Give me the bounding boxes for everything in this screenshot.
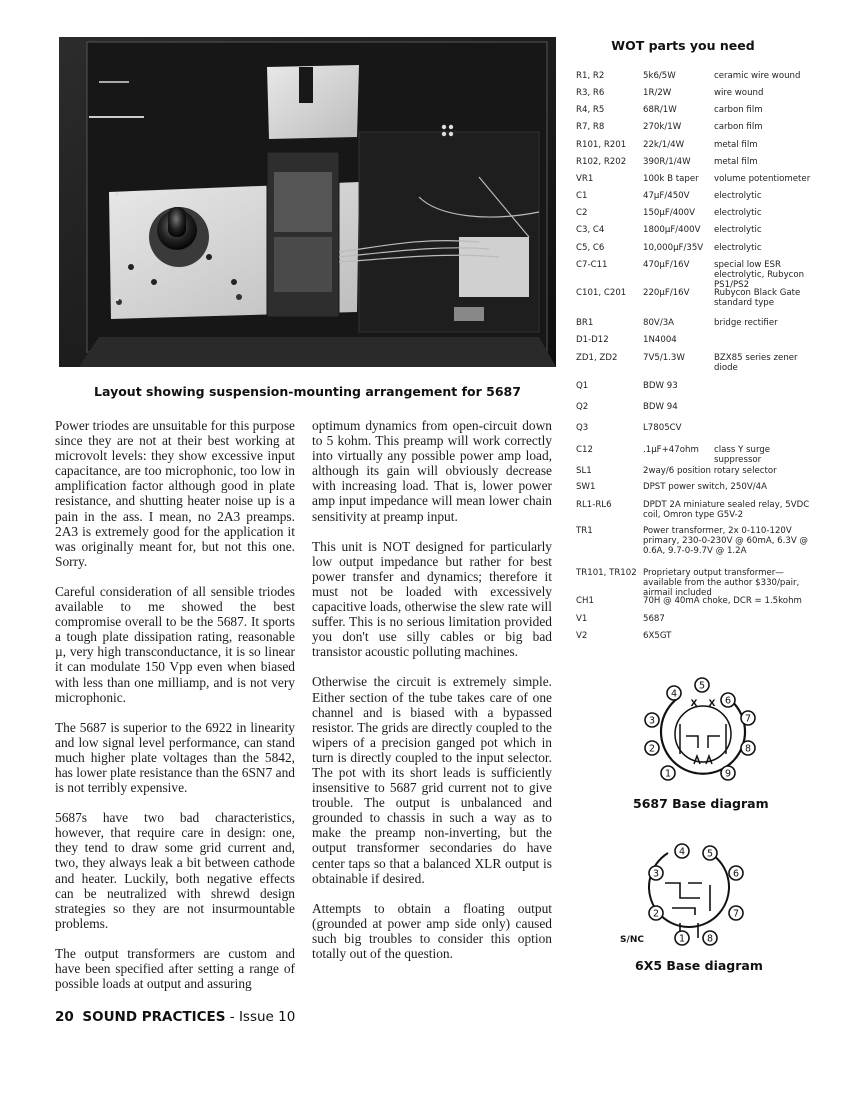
pin-number: 4 (678, 846, 686, 858)
part-value: 220µF/16V (643, 288, 690, 298)
part-value: L7805CV (643, 423, 682, 433)
part-ref: R7, R8 (576, 122, 605, 132)
part-ref: BR1 (576, 318, 594, 328)
part-description: BZX85 series zener diode (714, 353, 798, 373)
pin-number: 1 (664, 768, 672, 780)
part-value: 7V5/1.3W (643, 353, 685, 363)
part-ref: RL1-RL6 (576, 500, 612, 510)
paragraph: optimum dynamics from open-circuit down to 5 kohm. This preamp will work correctly into virtually any possible power amp load, although its gain will obviously decrease with increasing load. That is, lower power amp input impedance will mean lower chain sensitivity at preamp input. (312, 418, 552, 524)
part-ref: D1-D12 (576, 335, 609, 345)
paragraph: Attempts to obtain a floating output (grounded at power amp side only) caused such big troubles to consider this option totally out of the question. (312, 900, 552, 961)
part-value: BDW 94 (643, 402, 678, 412)
pin-number: 6 (724, 695, 732, 707)
base-diagram-6x5 (610, 843, 763, 973)
part-description: electrolytic (714, 243, 762, 253)
pin-number: 8 (706, 933, 714, 945)
part-description: carbon film (714, 122, 763, 132)
pin-marker (721, 766, 735, 780)
pin-marker (649, 906, 663, 920)
part-description: metal film (714, 157, 758, 167)
part-value: 150µF/400V (643, 208, 695, 218)
part-description: class Y surge suppressor (714, 445, 771, 465)
pin-marker (703, 931, 717, 945)
part-description: Proprietary output transformer—available from the author $330/pair, airmail included (643, 568, 800, 598)
page-footer (55, 1009, 295, 1025)
magazine-name: SOUND PRACTICES (82, 1009, 226, 1025)
part-value: BDW 93 (643, 381, 678, 391)
paragraph: 5687s have two bad characteristics, however, that require care in design: one, they tend to draw some grid current and, two, they always leak a bit between cathode and heater. Luckily, both negative effects can be neutralized with shrewd design strategies so they are not insurmountable problems. (55, 810, 295, 931)
paragraph: Power triodes are unsuitable for this purpose since they are not at their best working at microvolt levels: they show excessive input capacitance, are too microphonic, too low in amplification factor although good in plate resistance, and shutting heater noise up is a pain in the ass. I mean, no 2A3 preamps. 2A3 is extremely good for the application it was originally meant for, but not this one. Sorry. (55, 418, 295, 569)
page-number: 20 (55, 1009, 74, 1025)
x-mark: X (708, 699, 716, 709)
snc-label: S/NC (620, 935, 644, 945)
pin-number: 8 (744, 743, 752, 755)
part-ref: C5, C6 (576, 243, 605, 253)
part-description: metal film (714, 140, 758, 150)
paragraph: The 5687 is superior to the 6922 in linearity and low signal level performance, can stand much higher plate voltages than the 5842, has lower plate resistance than the 6SN7 and is not terribly expensive. (55, 719, 295, 796)
part-description: Power transformer, 2x 0-110-120V primary, 230-0-230V @ 60mA, 6.3V @ 0.6A, 9.7-0-9.7V @ 1.2A (643, 526, 809, 556)
part-value: .1µF+47ohm (643, 445, 699, 455)
pin-number: 1 (678, 933, 686, 945)
pin-number: 2 (648, 743, 656, 755)
pin-marker (729, 906, 743, 920)
part-ref: C2 (576, 208, 588, 218)
pin-marker (721, 693, 735, 707)
part-value: 47µF/450V (643, 191, 690, 201)
paragraph: Otherwise the circuit is extremely simple. Either section of the tube takes care of one channel and is biased with a bypassed resistor. The grids are directly coupled to the wipers of a precision ganged pot which in turn is directly coupled to the input selector. The pot with its short leads is sufficiently insensitive to 5687 grid current not to give trouble. The output is unbalanced and grounded to chassis in such a way as to make the preamp non-inverting, but the output transformer secondaries do have center taps so that a balanced XLR output is obtainable if desired. (312, 674, 552, 886)
part-ref: Q1 (576, 381, 589, 391)
pin-marker (703, 846, 717, 860)
part-ref: R1, R2 (576, 71, 605, 81)
part-ref: C1 (576, 191, 588, 201)
part-ref: SL1 (576, 466, 592, 476)
pin-number: 9 (724, 768, 732, 780)
pin-marker (675, 844, 689, 858)
part-ref: R4, R5 (576, 105, 605, 115)
pin-number: 6 (732, 868, 740, 880)
paragraph: The output transformers are custom and have been specified after setting a range of possible loads at output and assuring (55, 945, 295, 992)
pin-number: 4 (670, 688, 678, 700)
paragraph: Careful consideration of all sensible triodes available to me showed the best compromise overall to be the 5687. It sports a tough plate dissipation rating, reasonable µ, very high transconductance, it is so linear it can modulate 150 Vpp even when biased with less than one milliamp, and is not very microphonic. (55, 583, 295, 705)
part-value: 5k6/5W (643, 71, 676, 81)
pin-number: 5 (698, 680, 706, 692)
chassis-photo-art (59, 37, 556, 367)
pin-number: 2 (652, 908, 660, 920)
part-description: electrolytic (714, 191, 762, 201)
part-value: 10,000µF/35V (643, 243, 704, 253)
part-description: bridge rectifier (714, 318, 778, 328)
part-ref: R101, R201 (576, 140, 627, 150)
part-ref: TR101, TR102 (576, 568, 637, 578)
part-description: ceramic wire wound (714, 71, 801, 81)
part-value: 1R/2W (643, 88, 672, 98)
body-column-1 (55, 418, 295, 1006)
pin-number: 3 (648, 715, 656, 727)
x-mark: X (690, 699, 698, 709)
part-description: volume potentiometer (714, 174, 811, 184)
part-ref: V1 (576, 614, 588, 624)
part-description: 2way/6 position rotary selector (643, 466, 777, 476)
paragraph: This unit is NOT designed for particularly low output impedance but rather for best power transfer and dynamics; therefore it must not be loaded with excessively capacitive loads, otherwise the slew rate will suffer. This is no serious limitation provided you don't use silly cables or big bad transistor acoustic polluting machines. (312, 538, 552, 660)
pin-marker (661, 766, 675, 780)
part-description: carbon film (714, 105, 763, 115)
body-column-2 (312, 418, 552, 976)
part-ref: C3, C4 (576, 225, 605, 235)
pin-marker (741, 711, 755, 725)
part-description: special low ESR electrolytic, Rubycon PS1/PS2 (714, 260, 805, 290)
pin-marker (675, 931, 689, 945)
pin-marker (649, 866, 663, 880)
parts-list-title: WOT parts you need (611, 38, 755, 53)
part-value: 270k/1W (643, 122, 682, 132)
part-ref: C12 (576, 445, 593, 455)
pin-marker (645, 713, 659, 727)
diagram-title-5687: 5687 Base diagram (633, 796, 769, 811)
pin-marker (667, 686, 681, 700)
part-value: 80V/3A (643, 318, 675, 328)
part-ref: TR1 (576, 526, 593, 536)
part-ref: Q2 (576, 402, 589, 412)
pin-number: 5 (706, 848, 714, 860)
part-ref: R3, R6 (576, 88, 605, 98)
part-value: 1N4004 (643, 335, 677, 345)
diagram-title-6x5: 6X5 Base diagram (635, 958, 763, 973)
pin-marker (729, 866, 743, 880)
part-ref: R102, R202 (576, 157, 627, 167)
pinout-6x5-art (610, 843, 760, 948)
part-description: 6X5GT (643, 631, 672, 641)
issue-label: - Issue 10 (225, 1009, 296, 1025)
part-ref: C7-C11 (576, 260, 608, 270)
part-description: DPDT 2A miniature sealed relay, 5VDC coil, Omron type G5V-2 (643, 500, 810, 520)
part-ref: SW1 (576, 482, 596, 492)
part-description: wire wound (714, 88, 764, 98)
part-ref: V2 (576, 631, 588, 641)
layout-photo (59, 37, 556, 367)
pin-marker (695, 678, 709, 692)
base-diagram-5687 (633, 676, 770, 811)
part-ref: VR1 (576, 174, 594, 184)
part-value: 22k/1/4W (643, 140, 685, 150)
part-ref: Q3 (576, 423, 589, 433)
part-ref: CH1 (576, 596, 594, 606)
part-description: electrolytic (714, 208, 762, 218)
pinout-5687-art (640, 676, 770, 791)
pin-number: 7 (744, 713, 752, 725)
photo-caption: Layout showing suspension-mounting arrangement for 5687 (94, 384, 521, 399)
part-value: 68R/1W (643, 105, 677, 115)
part-ref: C101, C201 (576, 288, 627, 298)
part-value: 100k B taper (643, 174, 699, 184)
pin-marker (741, 741, 755, 755)
part-description: 70H @ 40mA choke, DCR = 1.5kohm (643, 596, 802, 606)
part-description: DPST power switch, 250V/4A (643, 482, 767, 492)
part-value: 1800µF/400V (643, 225, 701, 235)
part-description: electrolytic (714, 225, 762, 235)
part-value: 470µF/16V (643, 260, 690, 270)
part-description: 5687 (643, 614, 665, 624)
part-ref: ZD1, ZD2 (576, 353, 618, 363)
pin-number: 7 (732, 908, 740, 920)
pin-marker (645, 741, 659, 755)
part-description: Rubycon Black Gate standard type (714, 288, 801, 308)
part-value: 390R/1/4W (643, 157, 691, 167)
pin-number: 3 (652, 868, 660, 880)
